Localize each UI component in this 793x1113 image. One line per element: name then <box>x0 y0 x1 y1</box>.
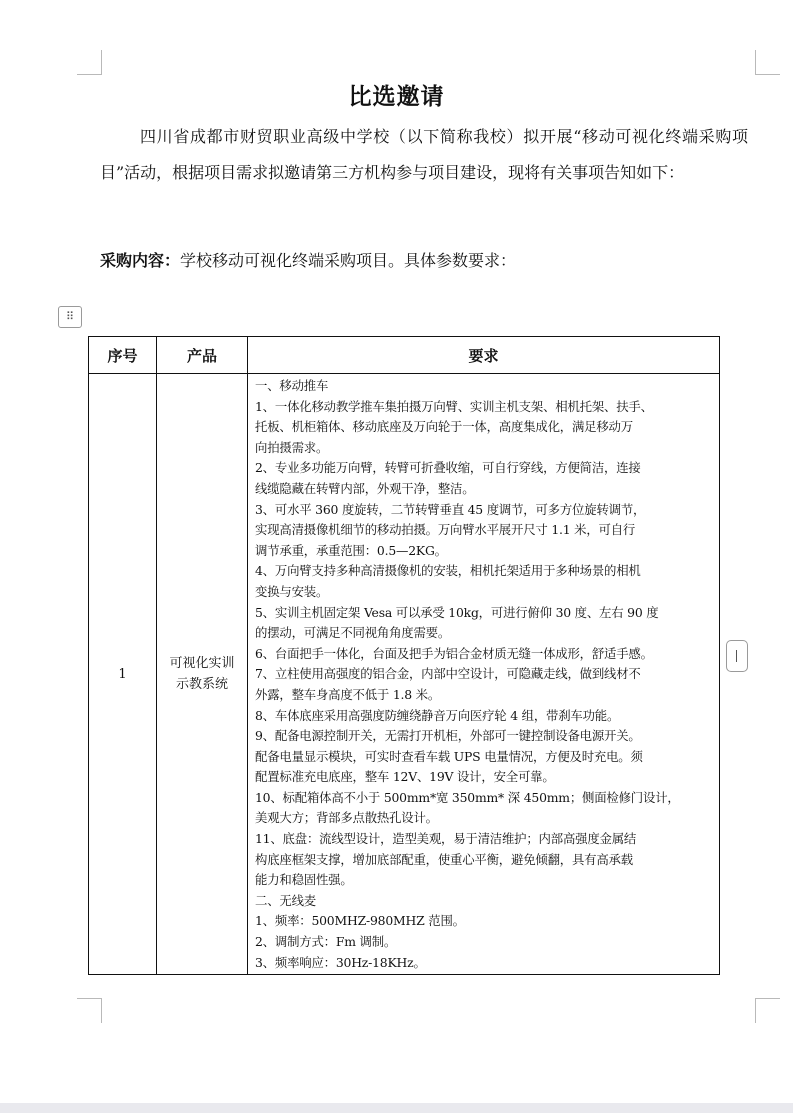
requirement-line: 2、调制方式：Fm 调制。 <box>255 934 397 950</box>
table-move-handle-icon[interactable]: ⠿ <box>58 306 82 328</box>
header-requirements: 要求 <box>248 337 720 374</box>
header-index: 序号 <box>89 337 157 374</box>
requirement-line: 11、底盘：流线型设计，造型美观，易于清洁维护；内部高强度金属结 <box>255 831 637 847</box>
row-requirements <box>248 374 720 975</box>
requirement-line: 9、配备电源控制开关，无需打开机柜，外部可一键控制设备电源开关。 <box>255 728 641 744</box>
side-resize-handle-icon[interactable] <box>726 640 748 672</box>
crop-mark-top-left <box>77 50 102 75</box>
requirement-line: 外露，整车身高度不低于 1.8 米。 <box>255 686 441 702</box>
requirement-line: 10、标配箱体高不小于 500mm*宽 350mm* 深 450mm；侧面检修门设计， <box>255 789 680 805</box>
requirement-line: 托板、机柜箱体、移动底座及万向轮于一体，高度集成化，满足移动万 <box>255 419 633 435</box>
requirement-line: 8、车体底座采用高强度防缠绕静音万向医疗轮 4 组，带刹车功能。 <box>255 707 620 723</box>
intro-paragraph: 四川省成都市财贸职业高级中学校（以下简称我校）拟开展“移动可视化终端采购项目”活动，根据项目需求拟邀请第三方机构参与项目建设，现将有关事项告知如下： <box>100 127 748 182</box>
requirement-line: 3、频率响应：30Hz-18KHz。 <box>255 954 426 970</box>
requirement-line: 二、无线麦 <box>255 892 316 908</box>
crop-mark-bottom-left <box>77 998 102 1023</box>
requirement-line: 6、台面把手一体化，台面及把手为铝合金材质无缝一体成形，舒适手感。 <box>255 645 653 661</box>
requirement-line: 能力和稳固性强。 <box>255 872 353 888</box>
row-product <box>157 374 248 975</box>
requirement-line: 构底座框架支撑，增加底部配重，使重心平衡，避免倾翻，具有高承载 <box>255 851 633 867</box>
header-product: 产品 <box>157 337 248 374</box>
requirement-line: 变换与安装。 <box>255 583 329 599</box>
status-bar-strip <box>0 1103 793 1113</box>
requirement-line: 配置标准充电底座，整车 12V、19V 设计，安全可靠。 <box>255 769 555 785</box>
requirement-line: 一、移动推车 <box>255 378 329 393</box>
crop-mark-bottom-right <box>755 998 780 1023</box>
procurement-label: 采购内容： <box>100 251 181 270</box>
crop-mark-top-right <box>755 50 780 75</box>
requirement-line: 美观大方；背部多点散热孔设计。 <box>255 810 438 826</box>
requirement-line: 配备电量显示模块，可实时查看车载 UPS 电量情况，方便及时充电。须 <box>255 748 643 764</box>
requirement-line: 7、立柱使用高强度的铝合金，内部中空设计，可隐藏走线，做到线材不 <box>255 666 641 682</box>
requirement-line: 2、专业多功能万向臂，转臂可折叠收缩，可自行穿线，方便简洁，连接 <box>255 460 641 476</box>
spec-table <box>88 336 720 975</box>
requirement-line: 向拍摄需求。 <box>255 439 329 455</box>
requirement-line: 的摆动，可满足不同视角角度需要。 <box>255 625 451 641</box>
row-product-text: 可视化实训示教系统 <box>169 656 235 693</box>
requirement-line: 调节承重，承重范围：0.5—2KG。 <box>255 542 447 558</box>
table-header-row <box>89 337 720 374</box>
table-row <box>89 374 720 975</box>
requirement-line: 实现高清摄像机细节的移动拍摄。万向臂水平展开尺寸 1.1 米，可自行 <box>255 522 636 538</box>
row-index: 1 <box>89 374 157 975</box>
requirement-line: 线缆隐藏在转臂内部，外观干净，整洁。 <box>255 480 475 496</box>
procurement-paragraph <box>100 245 748 277</box>
requirement-line: 3、可水平 360 度旋转，二节转臂垂直 45 度调节，可多方位旋转调节， <box>255 501 646 517</box>
requirement-line: 1、一体化移动教学推车集拍摄万向臂、实训主机支架、相机托架、扶手、 <box>255 398 653 414</box>
requirement-line: 4、万向臂支持多种高清摄像机的安装，相机托架适用于多种场景的相机 <box>255 563 641 579</box>
requirement-line: 5、实训主机固定架 Vesa 可以承受 10kg，可进行俯仰 30 度、左右 90 度 <box>255 604 659 620</box>
requirement-line: 1、频率：500MHZ-980MHZ 范围。 <box>255 913 465 929</box>
procurement-text: 学校移动可视化终端采购项目。具体参数要求： <box>180 251 517 270</box>
document-title: 比选邀请 <box>348 84 445 110</box>
